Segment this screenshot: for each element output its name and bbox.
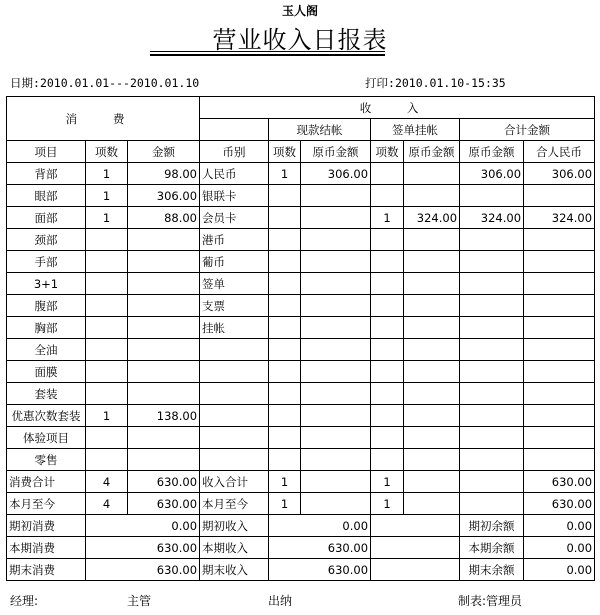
total-orig-cell [460, 449, 524, 471]
count-cell [86, 339, 128, 361]
report-title: 营业收入日报表 [212, 26, 388, 54]
title-underline [150, 51, 385, 52]
sign-amount-cell [404, 317, 460, 339]
total-orig-cell [460, 273, 524, 295]
total-orig-cell [460, 339, 524, 361]
sign-count-cell [371, 361, 404, 383]
item-cell: 全油 [7, 339, 86, 361]
cash-count-cell [269, 317, 301, 339]
total-rmb-cell: 306.00 [524, 163, 595, 185]
item-cell: 面膜 [7, 361, 86, 383]
title-underline-thick [150, 54, 385, 56]
currency-cell: 人民币 [200, 163, 269, 185]
total-rmb-cell [524, 273, 595, 295]
amount-cell [128, 229, 200, 251]
table-row [7, 449, 595, 471]
summary-sign-count-cell: 1 [371, 493, 404, 515]
sign-amount-cell [404, 449, 460, 471]
amount-cell [128, 339, 200, 361]
total-rmb-cell [524, 361, 595, 383]
sign-amount-cell [404, 383, 460, 405]
cash-count-cell [269, 251, 301, 273]
cash-count-cell [269, 229, 301, 251]
print-time [365, 75, 506, 91]
cash-count-cell [269, 339, 301, 361]
sign-amount-cell [404, 339, 460, 361]
total-rmb-cell [524, 251, 595, 273]
currency-cell [200, 405, 269, 427]
currency-cell: 挂帐 [200, 317, 269, 339]
total-orig-cell [460, 405, 524, 427]
table-row [7, 317, 595, 339]
print-label: 打印: [365, 76, 395, 90]
period-income-cell: 630.00 [269, 559, 371, 581]
period-blank-cell [371, 515, 460, 537]
total-orig-cell [460, 317, 524, 339]
count-cell [86, 317, 128, 339]
summary-cash-amount-cell [301, 493, 371, 515]
period-row [7, 559, 595, 581]
cash-amount-cell [301, 273, 371, 295]
period-balance-label-cell: 本期余额 [460, 537, 524, 559]
col-amount: 金额 [128, 141, 200, 163]
count-cell: 1 [86, 185, 128, 207]
period-label-cell: 期初消费 [7, 515, 86, 537]
summary-cash-count-cell: 1 [269, 471, 301, 493]
header-row-1 [7, 97, 595, 119]
currency-cell: 银联卡 [200, 185, 269, 207]
period-income-cell: 0.00 [269, 515, 371, 537]
cash-amount-cell [301, 383, 371, 405]
table-row [7, 295, 595, 317]
currency-cell [200, 383, 269, 405]
sign-count-cell [371, 229, 404, 251]
amount-cell [128, 273, 200, 295]
total-orig-cell [460, 295, 524, 317]
col-count: 项数 [86, 141, 128, 163]
item-cell: 体验项目 [7, 427, 86, 449]
sign-amount-cell [404, 361, 460, 383]
sign-amount-cell [404, 185, 460, 207]
table-row [7, 273, 595, 295]
sign-amount-cell: 324.00 [404, 207, 460, 229]
item-cell: 腹部 [7, 295, 86, 317]
table-row [7, 229, 595, 251]
summary-income-label-cell: 本月至今 [200, 493, 269, 515]
cash-amount-cell [301, 405, 371, 427]
currency-cell [200, 427, 269, 449]
summary-income-label-cell: 收入合计 [200, 471, 269, 493]
summary-count-cell: 4 [86, 493, 128, 515]
col-currency: 币别 [200, 141, 269, 163]
cash-count-cell [269, 207, 301, 229]
item-cell: 优惠次数套装 [7, 405, 86, 427]
total-orig-cell [460, 229, 524, 251]
count-cell [86, 295, 128, 317]
item-cell: 胸部 [7, 317, 86, 339]
summary-amount-cell: 630.00 [128, 471, 200, 493]
item-cell: 面部 [7, 207, 86, 229]
sign-amount-cell [404, 405, 460, 427]
currency-cell: 支票 [200, 295, 269, 317]
period-income-label-cell: 期末收入 [200, 559, 269, 581]
amount-cell [128, 317, 200, 339]
total-orig-cell [460, 251, 524, 273]
sign-amount-cell [404, 427, 460, 449]
income-header: 收 入 [200, 97, 595, 119]
count-cell [86, 229, 128, 251]
total-rmb-cell: 324.00 [524, 207, 595, 229]
summary-cash-amount-cell [301, 471, 371, 493]
total-rmb-cell [524, 317, 595, 339]
cash-count-cell [269, 449, 301, 471]
col-sign-count: 项数 [371, 141, 404, 163]
item-cell: 零售 [7, 449, 86, 471]
sign-amount-cell [404, 229, 460, 251]
cash-count-cell [269, 383, 301, 405]
table-row [7, 251, 595, 273]
table-row [7, 361, 595, 383]
cash-count-cell [269, 405, 301, 427]
cash-count-cell [269, 361, 301, 383]
sign-count-cell [371, 383, 404, 405]
sign-count-cell [371, 427, 404, 449]
period-balance-label-cell: 期末余额 [460, 559, 524, 581]
sign-amount-cell [404, 273, 460, 295]
total-rmb-cell [524, 339, 595, 361]
count-cell [86, 361, 128, 383]
period-balance-label-cell: 期初余额 [460, 515, 524, 537]
summary-label-cell: 本月至今 [7, 493, 86, 515]
company-name: 玉人阁 [281, 4, 318, 18]
date-label: 日期: [10, 76, 40, 90]
table-row [7, 427, 595, 449]
sign-count-cell [371, 185, 404, 207]
total-orig-cell [460, 361, 524, 383]
total-orig-cell [460, 383, 524, 405]
consume-header: 消 费 [7, 97, 200, 141]
amount-cell: 98.00 [128, 163, 200, 185]
period-income-cell: 630.00 [269, 537, 371, 559]
cash-amount-cell: 306.00 [301, 163, 371, 185]
print-value: 2010.01.10-15:35 [394, 76, 506, 90]
cash-amount-cell [301, 185, 371, 207]
sign-count-cell [371, 295, 404, 317]
amount-cell: 138.00 [128, 405, 200, 427]
sign-amount-cell [404, 295, 460, 317]
amount-cell [128, 449, 200, 471]
sign-count-cell [371, 163, 404, 185]
period-blank-cell [371, 559, 460, 581]
total-rmb-cell [524, 383, 595, 405]
period-income-label-cell: 本期收入 [200, 537, 269, 559]
sign-amount-cell [404, 251, 460, 273]
sign-group-header: 签单挂帐 [371, 119, 460, 141]
sign-count-cell [371, 405, 404, 427]
total-orig-cell [460, 427, 524, 449]
item-cell: 手部 [7, 251, 86, 273]
sign-count-cell [371, 251, 404, 273]
col-total-orig: 原币金额 [460, 141, 524, 163]
total-rmb-cell [524, 229, 595, 251]
period-row [7, 537, 595, 559]
total-orig-cell: 306.00 [460, 163, 524, 185]
col-cash-count: 项数 [269, 141, 301, 163]
amount-cell [128, 361, 200, 383]
amount-cell [128, 251, 200, 273]
table-row [7, 163, 595, 185]
cash-group-header: 现款结帐 [269, 119, 371, 141]
cash-amount-cell [301, 207, 371, 229]
count-cell [86, 273, 128, 295]
summary-count-cell: 4 [86, 471, 128, 493]
period-balance-cell: 0.00 [524, 559, 595, 581]
count-cell [86, 427, 128, 449]
currency-cell [200, 361, 269, 383]
cash-amount-cell [301, 361, 371, 383]
cash-amount-cell [301, 339, 371, 361]
item-cell: 眼部 [7, 185, 86, 207]
sign-count-cell [371, 339, 404, 361]
footer-supervisor: 主管 [127, 594, 152, 608]
period-label-cell: 本期消费 [7, 537, 86, 559]
count-cell: 1 [86, 163, 128, 185]
count-cell [86, 449, 128, 471]
col-total-rmb: 合人民币 [524, 141, 595, 163]
total-rmb-cell [524, 405, 595, 427]
table-row [7, 405, 595, 427]
currency-cell: 会员卡 [200, 207, 269, 229]
item-cell: 套装 [7, 383, 86, 405]
amount-cell [128, 383, 200, 405]
sign-amount-cell [404, 163, 460, 185]
period-label-cell: 期末消费 [7, 559, 86, 581]
cash-count-cell [269, 185, 301, 207]
currency-cell [200, 449, 269, 471]
cash-amount-cell [301, 317, 371, 339]
column-header-row [7, 141, 595, 163]
footer-maker: 制表:管理员 [458, 594, 523, 608]
sign-count-cell [371, 317, 404, 339]
amount-cell [128, 427, 200, 449]
total-rmb-cell [524, 185, 595, 207]
table-row [7, 207, 595, 229]
summary-cash-count-cell: 1 [269, 493, 301, 515]
col-sign-orig: 原币金额 [404, 141, 460, 163]
item-cell: 3+1 [7, 273, 86, 295]
count-cell [86, 383, 128, 405]
count-cell [86, 251, 128, 273]
summary-total-rmb-cell: 630.00 [524, 471, 595, 493]
cash-amount-cell [301, 449, 371, 471]
table-row [7, 383, 595, 405]
period-income-label-cell: 期初收入 [200, 515, 269, 537]
summary-total-rmb-cell: 630.00 [524, 493, 595, 515]
cash-amount-cell [301, 229, 371, 251]
cash-count-cell [269, 273, 301, 295]
col-item: 项目 [7, 141, 86, 163]
amount-cell [128, 295, 200, 317]
summary-sign-count-cell: 1 [371, 471, 404, 493]
cash-count-cell [269, 295, 301, 317]
cash-amount-cell [301, 427, 371, 449]
summary-total-orig-cell [460, 471, 524, 493]
total-rmb-cell [524, 295, 595, 317]
total-orig-cell [460, 185, 524, 207]
summary-total-orig-cell [460, 493, 524, 515]
item-cell: 背部 [7, 163, 86, 185]
footer-cashier: 出纳 [268, 594, 293, 608]
currency-cell: 签单 [200, 273, 269, 295]
col-cash-orig: 原币金额 [301, 141, 371, 163]
item-cell: 颈部 [7, 229, 86, 251]
summary-sign-amount-cell [404, 471, 460, 493]
period-balance-cell: 0.00 [524, 537, 595, 559]
currency-cell [200, 339, 269, 361]
cash-count-cell: 1 [269, 163, 301, 185]
currency-group-blank [200, 119, 269, 141]
summary-sign-amount-cell [404, 493, 460, 515]
count-cell: 1 [86, 207, 128, 229]
period-row [7, 515, 595, 537]
period-amount-cell: 630.00 [86, 559, 200, 581]
cash-count-cell [269, 427, 301, 449]
period-amount-cell: 0.00 [86, 515, 200, 537]
summary-row [7, 493, 595, 515]
footer-manager: 经理: [10, 594, 39, 608]
table-row [7, 185, 595, 207]
table-row [7, 339, 595, 361]
date-range [10, 75, 199, 91]
summary-row [7, 471, 595, 493]
currency-cell: 港币 [200, 229, 269, 251]
amount-cell: 88.00 [128, 207, 200, 229]
sign-count-cell [371, 449, 404, 471]
period-balance-cell: 0.00 [524, 515, 595, 537]
total-orig-cell: 324.00 [460, 207, 524, 229]
date-value: 2010.01.01---2010.01.10 [39, 76, 200, 90]
summary-amount-cell: 630.00 [128, 493, 200, 515]
amount-cell: 306.00 [128, 185, 200, 207]
total-rmb-cell [524, 427, 595, 449]
total-group-header: 合计金额 [460, 119, 595, 141]
sign-count-cell [371, 273, 404, 295]
currency-cell: 葡币 [200, 251, 269, 273]
count-cell: 1 [86, 405, 128, 427]
sign-count-cell: 1 [371, 207, 404, 229]
period-blank-cell [371, 537, 460, 559]
cash-amount-cell [301, 295, 371, 317]
total-rmb-cell [524, 449, 595, 471]
report-table [6, 96, 595, 581]
cash-amount-cell [301, 251, 371, 273]
period-amount-cell: 630.00 [86, 537, 200, 559]
summary-label-cell: 消费合计 [7, 471, 86, 493]
